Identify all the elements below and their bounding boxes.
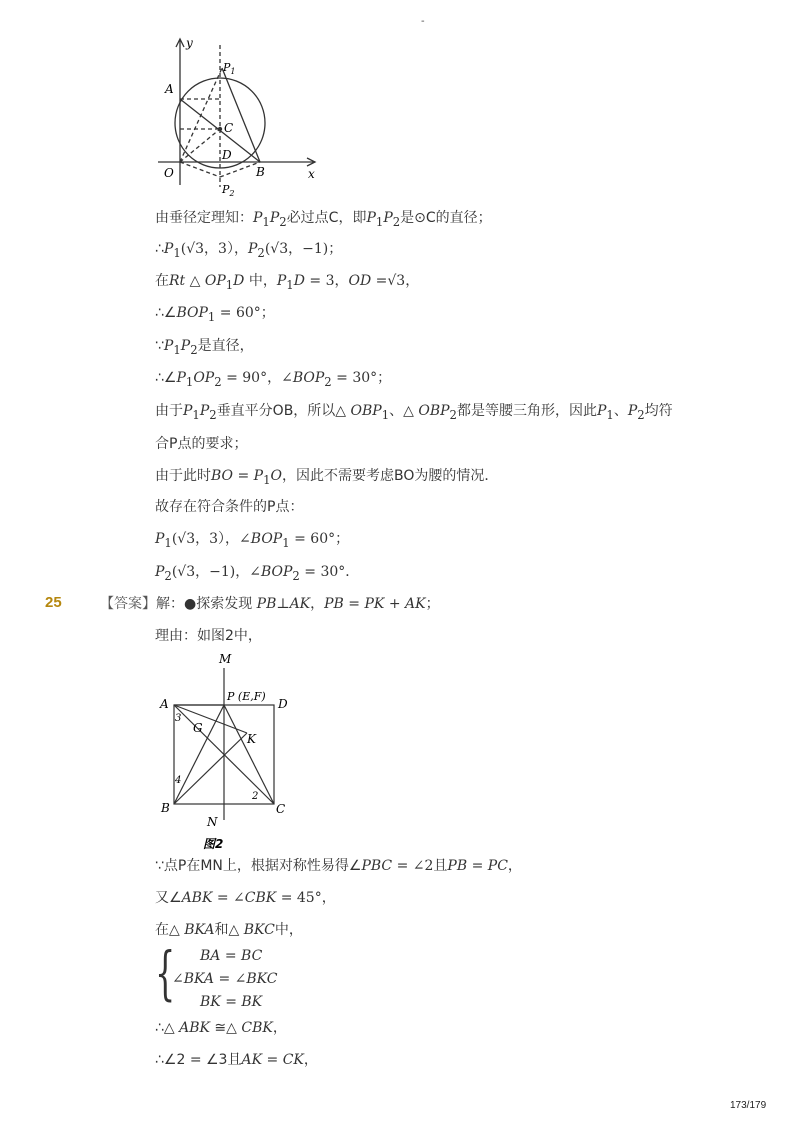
system-eq-2: ∠BKA = ∠BKC (172, 971, 278, 987)
fig2-label-B: B (161, 801, 170, 815)
header-dash: - (421, 16, 425, 27)
proof-line-3: 在△ BKA和△ BKC中， (155, 922, 303, 938)
page-number: 173/179 (730, 1100, 767, 1111)
fig2-angle-3: 3 (175, 713, 182, 724)
fig2-label-P: P (E,F) (227, 690, 266, 703)
figure-circle-diagram (150, 35, 325, 205)
answer-reason: 理由：如图2中， (155, 628, 262, 644)
solution-line-4: $\therefore\angle BOP_1 = 60^\circ$； (155, 305, 275, 324)
proof-line-4: ∴△ ABK ≅△ CBK， (155, 1020, 287, 1036)
fig2-label-K: K (247, 732, 256, 746)
fig2-label-A: A (160, 697, 169, 711)
proof-line-1: ∵点P在MN上，根据对称性易得∠PBC = ∠2且PB = PC， (155, 858, 522, 874)
solution-line-2: $\therefore P_1(√3$，3），$P_2(√3$，−1)； (155, 241, 343, 260)
fig2-label-D: D (278, 697, 288, 711)
solution-line-5: $\because P_1P_2$是直径， (155, 338, 254, 357)
fig1-label-C: C (224, 121, 234, 135)
fig1-label-A: A (165, 82, 174, 96)
fig2-caption: 图2 (203, 837, 224, 851)
solution-line-10: 故存在符合条件的P点： (155, 499, 304, 515)
system-eq-3: BK = BK (200, 994, 263, 1010)
solution-line-7: 由于$P_1P_2$垂直平分OB，所以△ $OBP_1$、△ $OBP_2$都是等腰三角形，因此$P_1$、$P_2$均符 (155, 403, 673, 422)
question-number: 25 (45, 594, 62, 611)
answer-intro: 【答案】解：●探索发现 PB⊥AK，PB = PK + AK； (100, 596, 440, 612)
system-eq-1: BA = BC (200, 948, 263, 964)
solution-line-1: 由垂径定理知：$P_1P_2$必过点C，即$P_1P_2$是⊙C的直径； (155, 210, 492, 229)
proof-line-5: ∴∠2 = ∠3且AK = CK， (155, 1052, 318, 1068)
solution-line-11: $P_1(√3$，3），$\angle BOP_1 = 60^\circ$； (155, 531, 350, 550)
fig2-label-G: G (193, 721, 203, 735)
fig2-angle-2: 2 (252, 791, 259, 802)
fig1-label-P2: $P_2$ (222, 183, 235, 198)
fig1-label-y: y (186, 36, 193, 50)
fig1-label-P1: $P_1$ (223, 61, 236, 76)
proof-line-2: 又∠ABK = ∠CBK = 45°， (155, 890, 336, 906)
solution-line-12: $P_2(√3$，−1)，$\angle BOP_2 = 30^\circ$． (155, 564, 360, 583)
system-brace: { (155, 939, 176, 1007)
fig1-label-x: x (308, 167, 315, 181)
fig1-label-O: O (164, 166, 174, 180)
solution-line-6: $\therefore\angle P_1OP_2 = 90^\circ$，$\angle BOP_2 = 30^\circ$； (155, 370, 392, 389)
solution-line-9: 由于此时BO = $P_1O$，因此不需要考虑BO为腰的情况． (155, 468, 499, 487)
fig1-label-D: D (222, 148, 232, 162)
fig2-label-M: M (219, 652, 232, 666)
fig2-angle-4: 4 (175, 775, 182, 786)
solution-line-3: 在Rt △ $OP_1D$ 中，$P_1D = 3$，OD =√3， (155, 273, 420, 292)
solution-line-8: 合P点的要求； (155, 436, 248, 452)
fig2-label-C: C (276, 802, 286, 816)
figure-square-diagram (155, 648, 305, 858)
fig2-label-N: N (207, 815, 218, 829)
fig1-label-B: B (256, 165, 265, 179)
